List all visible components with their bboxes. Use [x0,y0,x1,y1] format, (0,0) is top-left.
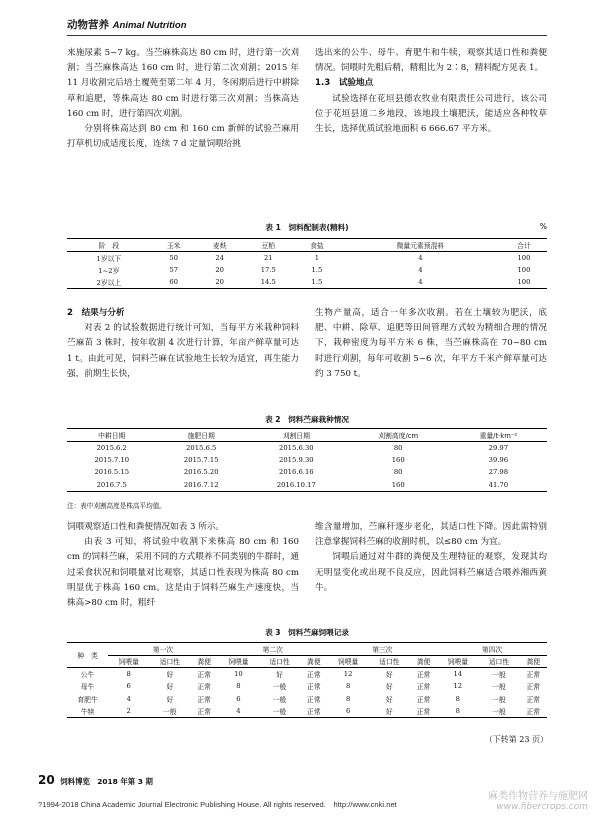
table1 [67,238,547,289]
column-header: 种 类 [67,643,108,668]
table-cell: 正常 [526,708,541,716]
table-cell: 2岁以上 [96,279,122,287]
table-cell: 正常 [197,695,211,704]
table-cell: 正常 [307,695,321,704]
table-cell: 2015.6.2 [96,443,127,452]
table-cell: 160 [391,480,405,489]
column-header: 麦麸 [212,241,227,250]
table-row [67,693,547,706]
table-cell: 正常 [307,708,321,716]
paragraph: 生物产量高，适合一年多次收割。若在土壤较为肥沃，底肥、中耕、除草、追肥等田间管理方式较为精细合理的情况下，栽种密度为每平方米 6 株，当苎麻株高在 70~80 cm 时进行刈割，每年可收割 5~6 次，年平方千米产鲜草量可达约 3 750 t。 [315,308,547,379]
table-cell: 50 [169,253,178,262]
paragraph: 由表 3 可知，将试验中收割下来株高 80 cm 和 160 cm 的饲料苎麻，采用不同的方式喂养不同类别的牛群时，通过采食状况和饲喂量对比观察，其适口性表现为株高 80 cm 明显优于株高 160 cm。这是由于饲料苎麻生产速度快，当株高>80 cm 时，粗纤 [67,537,299,609]
watermark-line1: 麻类作物营养与施肥网 [488,791,588,802]
table-cell: 牛犊 [80,708,95,716]
table-row [67,454,547,467]
table-cell: 29.97 [488,443,509,452]
column-header: 粪便 [416,658,431,667]
column-header: 适口性 [269,658,290,667]
column-header: 饲喂量 [118,658,139,667]
table-cell: 正常 [307,671,321,679]
table-cell: 160 [391,455,405,464]
table2-header-row [67,429,547,442]
table-cell: 12 [343,670,353,678]
right-column-top [315,46,547,137]
table-cell: 好 [166,695,174,704]
table-cell: 2015.6.30 [279,443,314,452]
table-cell: 57 [169,265,178,274]
table-row [67,479,547,492]
table-cell: 正常 [526,671,541,679]
table-cell: 母牛 [80,683,95,692]
table-cell: 2 [126,707,131,715]
table-cell: 20 [215,265,224,274]
table-cell: 4 [418,265,423,274]
table-cell: 好 [385,708,393,716]
table3-sub-row [67,655,547,668]
table-cell: 正常 [197,708,211,716]
table-cell: 正常 [526,695,541,704]
column-header: 玉米 [166,241,181,250]
watermark [488,791,588,813]
column-header: 阶 段 [98,241,120,250]
table-cell: 正常 [416,671,431,679]
table-cell: 14 [453,670,463,678]
table-row [67,668,547,681]
table-cell: 2016.7.5 [96,480,127,489]
table1-title: 表 1 饲料配制表(精料) [265,223,349,232]
table-cell: 8 [455,694,460,703]
table-row [67,680,547,693]
table-row [67,705,547,718]
table2 [67,428,547,492]
paragraph: 对表 2 的试验数据进行统计可知，当每平方米栽种饲料苎麻苗 3 株时，按年收割 4 次进行计算，年亩产鲜草量可达 1 t。由此可见，饲料苎麻在试验地生长较为适宜，再生能力强，前期生长快， [67,323,299,379]
table-cell: 正常 [526,683,541,692]
table-cell: 一般 [272,695,287,704]
table-cell: 好 [385,695,393,704]
table-cell: 4 [418,253,423,262]
table2-note: 注：表中刈割高度是株高平均值。 [67,502,166,510]
table-cell: 8 [455,707,460,715]
page-number: 20 [38,773,55,787]
table-row [67,466,547,479]
paragraph: 选出来的公牛、母牛、育肥牛和牛犊，观察其适口性和粪便情况。饲喂时先粗后精，精粗比为 2∶8，精料配方见表 1。 [315,48,547,74]
table-cell: 好 [385,671,393,679]
table-cell: 一般 [272,683,287,692]
table-cell: 2015.7.15 [183,455,219,464]
table-cell: 12 [453,682,463,691]
table3-group-row [67,643,547,656]
table-cell: 2016.5.20 [183,468,219,477]
table-cell: 1岁以下 [96,254,122,263]
journal-name: 饲料博览 2018 年第 3 期 [60,777,153,786]
table-cell: 4 [236,707,241,715]
table-cell: 8 [126,670,131,678]
page-footer [38,773,153,787]
group-header: 第四次 [437,643,547,656]
table-cell: 育肥牛 [77,695,98,704]
table-cell: 好 [166,683,174,692]
table-cell: 1.5 [311,278,323,286]
table-cell: 8 [345,682,351,691]
table-cell: 2015.6.5 [186,443,217,452]
group-header: 第二次 [218,643,328,656]
column-header: 中耕日期 [98,431,126,440]
table-cell: 1~2岁 [98,266,120,275]
paragraph: 试验选择在花垣县德农牧业有限责任公司进行，该公司位于花垣县道二乡地段，该地段土壤肥沃，能适应各种牧草生长，选择优质试验地面积 6 666.67 平方米。 [315,93,547,135]
column-header: 粪便 [307,658,321,667]
table-row [67,251,547,264]
copyright-line: ?1994-2018 China Academic Journal Electronic Publishing House. All rights reserved. http://www.cnki.net [38,800,397,809]
table-cell: 60 [169,278,178,286]
paragraph: 饲喂观察适口性和粪便情况如表 3 所示。 [67,522,225,532]
table-cell: 一般 [492,671,506,679]
column-header: 合计 [517,241,531,250]
left-column-low [67,520,299,611]
table-cell: 21 [263,253,273,262]
column-header: 豆粕 [261,241,276,250]
left-column-mid [67,306,299,382]
table3-caption: 表 3 饲料苎麻饲喂记录 [265,628,349,637]
column-header: 食盐 [310,241,324,250]
column-header: 适口性 [159,658,181,667]
table-cell: 80 [393,468,403,477]
continued-note: （下转第 23 页） [484,735,548,744]
paragraph: 饲喂后通过对牛群的粪便及生理特征的观察，发现其均无明显变化或出现不良反应，因此饲料苎麻适合喂养湘西黄牛。 [315,552,547,593]
column-header: 微量元素预混料 [396,241,445,250]
table-cell: 39.96 [488,455,509,464]
table-cell: 41.70 [488,480,509,489]
table-cell: 正常 [197,683,211,692]
table-cell: 100 [517,253,531,262]
table-cell: 100 [517,265,531,274]
table-cell: 24 [215,253,224,262]
column-header: 饲喂量 [447,658,469,667]
table-cell: 好 [166,671,174,679]
table-cell: 一般 [163,708,177,716]
column-header: 粪便 [197,658,211,667]
table-cell: 正常 [307,683,321,692]
table-cell: 4 [418,278,423,286]
column-header: 饲喂量 [337,658,359,667]
column-header: 刈割日期 [282,431,310,440]
right-column-low [315,520,547,596]
table-cell: 20 [215,278,224,286]
group-header: 第三次 [328,643,438,656]
column-header: 适口性 [379,658,400,667]
table-cell: 8 [345,694,351,703]
table-cell: 2016.5.15 [94,468,130,477]
header-title-cn: 动物营养 [67,19,109,31]
column-header: 施肥日期 [187,431,215,440]
table-cell: 8 [236,682,241,691]
table-cell: 6 [236,694,241,703]
table-cell: 2016.7.12 [183,480,219,489]
table-cell: 正常 [197,671,211,679]
table-cell: 正常 [416,695,431,704]
table-row [67,264,547,277]
table1-unit: % [539,222,547,231]
table-cell: 2015.7.10 [94,455,130,464]
table-cell: 一般 [492,695,506,704]
table-cell: 1 [314,253,320,262]
group-header: 第一次 [108,643,218,656]
table-cell: 正常 [416,708,431,716]
table3 [67,642,547,718]
column-header: 饲喂量 [228,658,249,667]
table-cell: 一般 [492,683,506,692]
watermark-line2: www.fibercrops.com [496,802,588,812]
table-cell: 17.5 [260,265,276,274]
paragraph: 维含量增加，苎麻秆逐步老化，其适口性下降。因此需特别注意掌握饲料苎麻的收割时机，以≤80 cm 为宜。 [315,522,547,548]
right-column-mid [315,306,547,382]
table-cell: 10 [234,670,243,678]
table-cell: 100 [517,278,531,286]
table-cell: 一般 [272,708,287,716]
header-subtitle: Animal Nutrition [112,20,187,31]
table-cell: 一般 [492,708,506,716]
paragraph: 分别将株高达到 80 cm 和 160 cm 新鲜的试验苎麻用打草机切成适度长度，连续 7 d 定量饲喂给挑 [67,124,299,150]
table-row [67,441,547,454]
column-header: 适口性 [488,658,510,667]
table-cell: 6 [126,682,131,691]
table-row [67,276,547,289]
header-title [67,17,187,32]
running-header [67,14,547,36]
table-cell: 正常 [416,683,431,692]
table1-caption [67,222,547,233]
table-cell: 1.5 [311,265,323,274]
table-cell: 27.98 [488,468,509,477]
table-cell: 好 [385,683,393,692]
table-cell: 6 [345,707,351,715]
column-header: 刈割高度/cm [378,431,419,440]
table1-header-row [67,239,547,252]
table-cell: 2015.9.30 [279,455,314,464]
table2-caption: 表 2 饲料苎麻栽种情况 [265,415,349,424]
table-cell: 80 [393,443,403,452]
table-cell: 2016.6.16 [279,468,314,477]
section-heading: 1.3 试验地点 [315,78,374,89]
section-heading: 2 结果与分析 [67,308,125,318]
table-cell: 公牛 [80,671,95,679]
column-header: 粪便 [526,658,541,667]
table-cell: 好 [276,671,283,679]
table-cell: 4 [126,694,131,703]
left-column-top [67,46,299,152]
column-header: 重量/t·km⁻² [479,431,518,440]
table-cell: 2016.10.17 [276,480,316,489]
paragraph: 来施尿素 5~7 kg。当苎麻株高达 80 cm 时，进行第一次刈割；当苎麻株高达 160 cm 时，进行第二次刈割；2015 年 11 月收割完后培土覆蔸至第二年 4 月，冬闲期后进行中耕除草和追肥，等株高达 80 cm 时进行第三次刈割；当株高达 160 cm 时，进行第四次刈割。 [67,48,299,119]
table-cell: 14.5 [260,278,276,286]
